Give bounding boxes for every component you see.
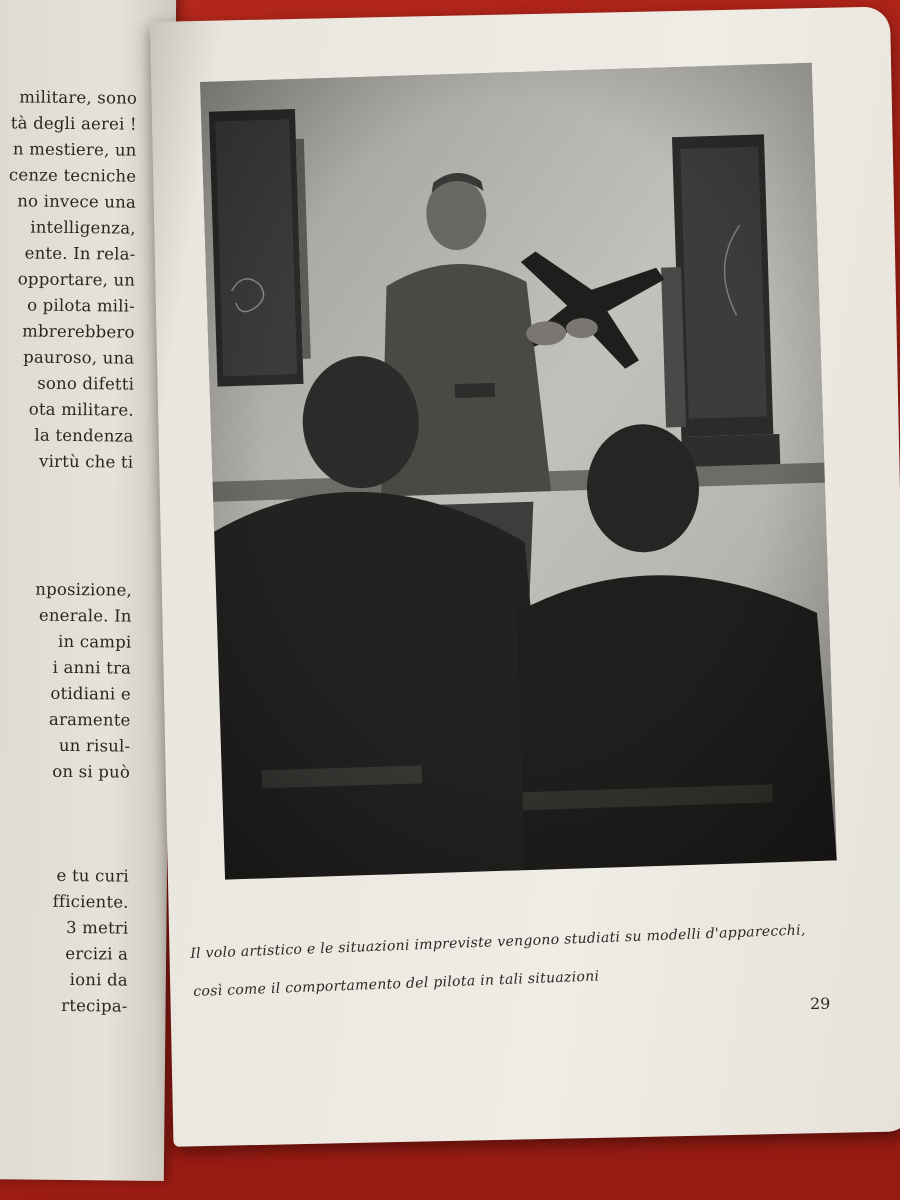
left-page-text-line: no invece una [17, 191, 137, 212]
photo-caption-line-1: Il volo artistico e le situazioni impreviste vengono studiati su modelli d'apparecchi, [190, 922, 806, 962]
left-page-text-line: o pilota mili- [27, 295, 136, 316]
left-page-text-line: sono difetti [37, 373, 135, 394]
left-page-text-line: on si può [52, 761, 131, 782]
left-page-text-line: ente. In rela- [24, 243, 136, 264]
left-page-text-line: otidiani e [50, 683, 131, 704]
left-page-text-line: ercizi a [65, 943, 129, 964]
left-page-text-line: i anni tra [52, 657, 132, 678]
left-page-text-line: militare, sono [19, 87, 138, 108]
left-page-text-line: virtù che ti [39, 451, 134, 472]
left-page-text-line: 3 metri [65, 917, 129, 938]
left-page-text-line: cenze tecniche [8, 165, 137, 186]
left-page-text-line: pauroso, una [23, 347, 135, 368]
left-page-text-line: ioni da [69, 970, 128, 990]
left-page-text-line: ota militare. [28, 399, 134, 420]
left-page-text-line: e tu curi [56, 865, 130, 886]
left-page-text-line: aramente [48, 709, 131, 730]
left-page-text-line: rtecipa- [61, 995, 128, 1016]
left-page-text-line: enerale. In [38, 605, 132, 626]
left-page-text-line: nposizione, [35, 579, 133, 600]
left-page-text-line: in campi [57, 631, 132, 652]
left-page-text-line: intelligenza, [30, 217, 136, 238]
left-page-text-line: n mestiere, un [12, 139, 137, 160]
left-page-text-line: opportare, un [17, 269, 136, 290]
classroom-photograph [200, 63, 837, 880]
left-page-text-line: fficiente. [52, 891, 129, 912]
left-page-text-line: la tendenza [34, 425, 134, 446]
page-number: 29 [810, 994, 831, 1013]
photo-caption-line-2: così come il comportamento del pilota in tali situazioni [193, 968, 600, 1000]
left-page-text-line: tà degli aerei ! [10, 113, 137, 134]
left-page-text-line: un risul- [58, 735, 131, 756]
left-page-text-line: mbrerebbero [22, 321, 135, 342]
left-book-page [0, 0, 176, 1181]
